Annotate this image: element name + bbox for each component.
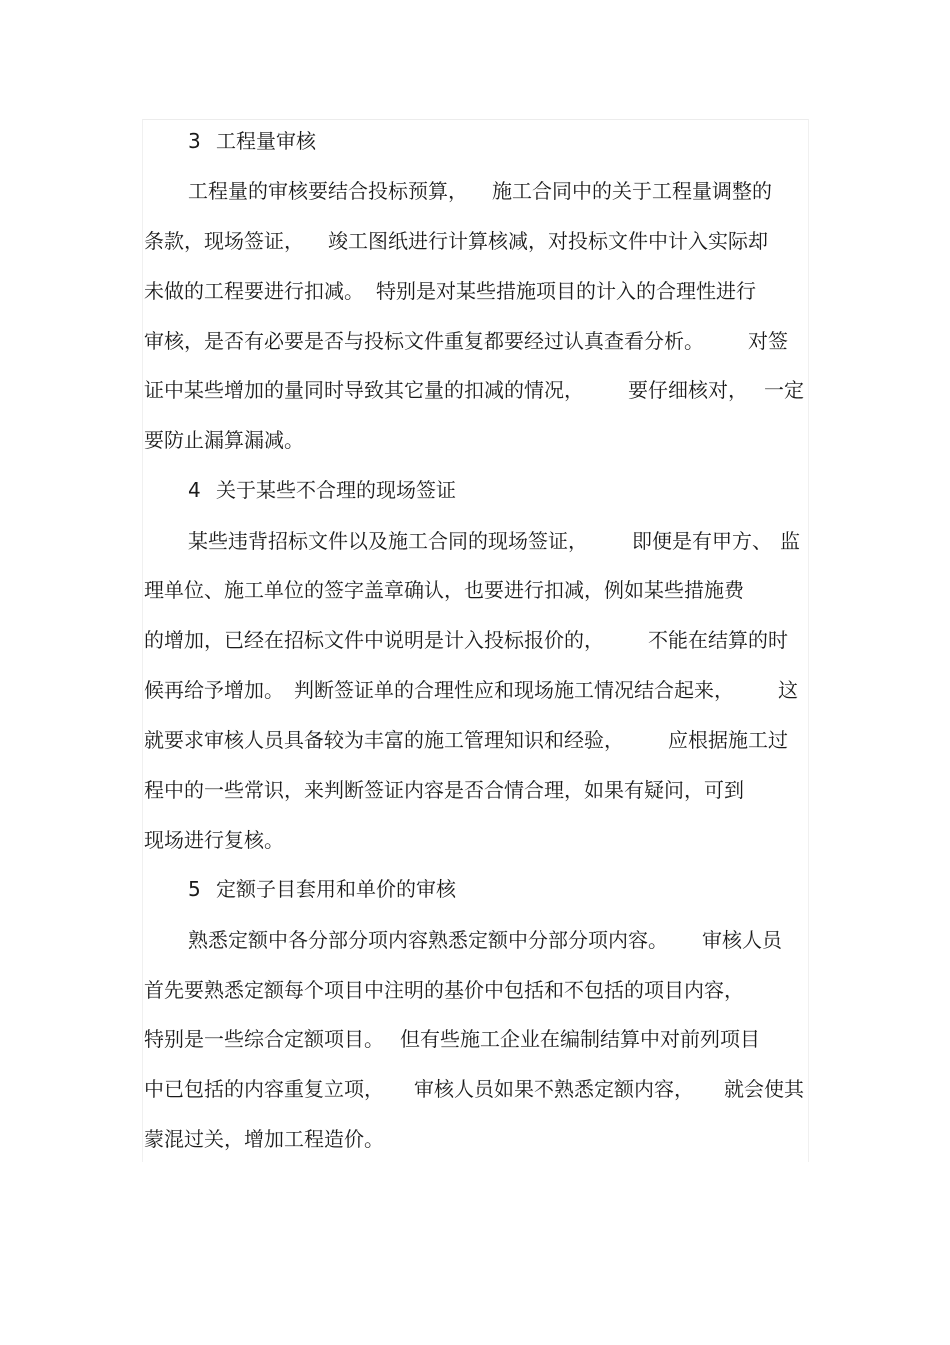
text-segment: 蒙混过关，增加工程造价。 [144, 1127, 384, 1151]
paragraph-line [144, 1024, 760, 1054]
paragraph-line [188, 925, 782, 955]
section-number: 4 [188, 478, 201, 502]
text-segment: 程中的一些常识，来判断签证内容是否合情合理，如果有疑问，可到 [144, 778, 744, 802]
text-segment: 审核人员如果不熟悉定额内容， [414, 1077, 694, 1101]
paragraph-line [144, 425, 304, 455]
paragraph-line [144, 975, 744, 1005]
paragraph-line [144, 575, 744, 605]
section-title: 工程量审核 [216, 129, 316, 153]
text-segment: 某些违背招标文件以及施工合同的现场签证， [188, 529, 588, 553]
text-segment: 理单位、施工单位的签字盖章确认，也要进行扣减，例如某些措施费 [144, 578, 744, 602]
section-heading [188, 126, 316, 156]
text-segment: 要防止漏算漏减。 [144, 428, 304, 452]
text-segment: 要仔细核对， [628, 378, 748, 402]
text-segment: 监 [780, 529, 800, 553]
paragraph-line [144, 326, 788, 356]
text-segment: 候再给予增加。 [144, 678, 284, 702]
text-segment: 条款，现场签证， [144, 229, 304, 253]
text-segment: 判断签证单的合理性应和现场施工情况结合起来， [294, 678, 734, 702]
paragraph-line [144, 276, 756, 306]
section-number: 5 [188, 877, 201, 901]
paragraph-line [144, 625, 788, 655]
text-segment: 就会使其 [724, 1077, 804, 1101]
text-segment: 未做的工程要进行扣减。 [144, 279, 364, 303]
paragraph-line [144, 775, 744, 805]
text-segment: 但有些施工企业在编制结算中对前列项目 [400, 1027, 760, 1051]
text-segment: 对签 [748, 329, 788, 353]
paragraph-line [144, 825, 284, 855]
text-segment: 竣工图纸进行计算核减，对投标文件中计入实际却 [328, 229, 768, 253]
paragraph-line [144, 1124, 384, 1154]
text-segment: 特别是对某些措施项目的计入的合理性进行 [376, 279, 756, 303]
text-segment: 证中某些增加的量同时导致其它量的扣减的情况， [144, 378, 584, 402]
paragraph-line [188, 526, 800, 556]
text-segment: 中已包括的内容重复立项， [144, 1077, 384, 1101]
paragraph-line [144, 675, 798, 705]
text-segment: 即便是有甲方、 [632, 529, 772, 553]
section-heading [188, 874, 456, 904]
text-segment: 审核，是否有必要是否与投标文件重复都要经过认真查看分析。 [144, 329, 704, 353]
text-segment: 不能在结算的时 [648, 628, 788, 652]
section-title: 关于某些不合理的现场签证 [216, 478, 456, 502]
text-segment: 就要求审核人员具备较为丰富的施工管理知识和经验， [144, 728, 624, 752]
text-segment: 审核人员 [702, 928, 782, 952]
text-segment: 这 [778, 678, 798, 702]
text-segment: 工程量的审核要结合投标预算， [188, 179, 468, 203]
text-segment: 的增加，已经在招标文件中说明是计入投标报价的， [144, 628, 604, 652]
paragraph-line [144, 375, 804, 405]
text-segment: 应根据施工过 [668, 728, 788, 752]
text-segment: 一定 [764, 378, 804, 402]
section-number: 3 [188, 129, 201, 153]
text-segment: 首先要熟悉定额每个项目中注明的基价中包括和不包括的项目内容， [144, 978, 744, 1002]
text-segment: 现场进行复核。 [144, 828, 284, 852]
text-segment: 特别是一些综合定额项目。 [144, 1027, 384, 1051]
text-segment: 施工合同中的关于工程量调整的 [492, 179, 772, 203]
paragraph-line [144, 725, 788, 755]
section-heading [188, 475, 456, 505]
text-segment: 熟悉定额中各分部分项内容熟悉定额中分部分项内容。 [188, 928, 668, 952]
paragraph-line [144, 226, 768, 256]
paragraph-line [188, 176, 772, 206]
section-title: 定额子目套用和单价的审核 [216, 877, 456, 901]
paragraph-line [144, 1074, 804, 1104]
